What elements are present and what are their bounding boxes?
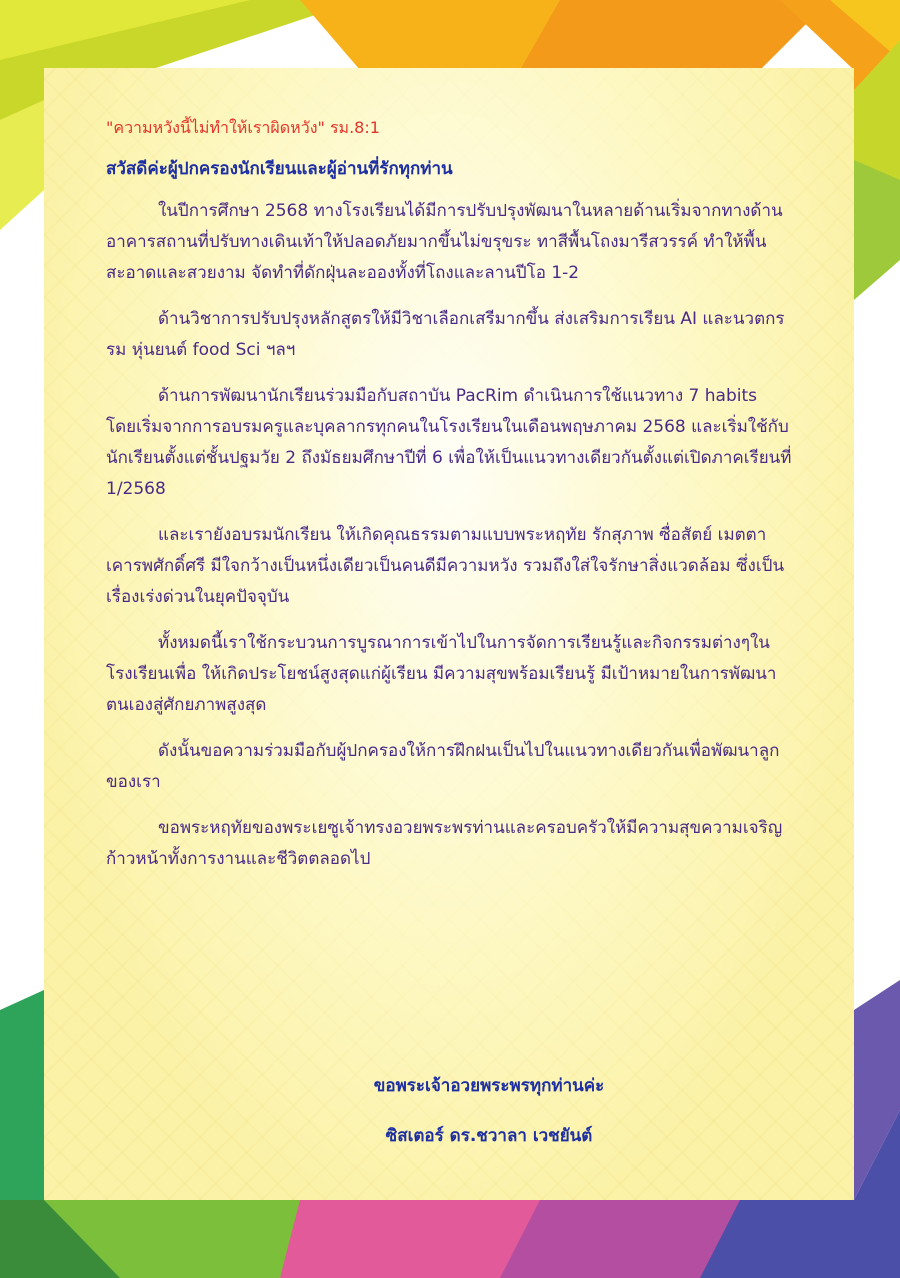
paragraph-student-development: ด้านการพัฒนานักเรียนร่วมมือกับสถาบัน PacRim ดำเนินการใช้แนวทาง 7 habits โดยเริ่มจากการอบรมครูและบุคลากรทุกคนในโรงเรียนในเดือนพฤษภาคม 2568 และเริ่มใช้กับนักเรียนตั้งแต่ชั้นปฐมวัย 2 ถึงมัธยมศึกษาปีที่ 6 เพื่อให้เป็นแนวทางเดียวกันตั้งแต่เปิดภาคเรียนที่ 1/2568 bbox=[106, 386, 792, 499]
greeting: สวัสดีค่ะผู้ปกครองนักเรียนและผู้อ่านที่รักทุกท่าน bbox=[106, 159, 453, 179]
paragraph-integration: ทั้งหมดนี้เราใช้กระบวนการบูรณาการเข้าไปในการจัดการเรียนรู้และกิจกรรมต่างๆในโรงเรียนเพื่อ ให้เกิดประโยชน์สูงสุดแก่ผู้เรียน มีความสุขพร้อมเรียนรู้ มีเป้าหมายในการพัฒนาตนเองสู่ศักยภาพสูงสุด bbox=[106, 633, 777, 715]
letter-paper bbox=[44, 68, 854, 1200]
signature: ซิสเตอร์ ดร.ชวาลา เวชยันต์ bbox=[385, 1126, 593, 1146]
paragraph-cooperation: ดังนั้นขอความร่วมมือกับผู้ปกครองให้การฝึกฝนเป็นไปในแนวทางเดียวกันเพื่อพัฒนาลูกของเรา bbox=[106, 741, 780, 792]
paragraph-academics: ด้านวิชาการปรับปรุงหลักสูตรให้มีวิชาเลือกเสรีมากขึ้น ส่งเสริมการเรียน AI และนวตกรรม หุ่นยนต์ food Sci ฯลฯ bbox=[106, 309, 785, 360]
bible-verse: "ความหวังนี้ไม่ทำให้เราผิดหวัง" รม.8:1 bbox=[106, 118, 380, 137]
closing-line: ขอพระเจ้าอวยพระพรทุกท่านค่ะ bbox=[373, 1076, 605, 1096]
paragraph-blessing: ขอพระหฤทัยของพระเยซูเจ้าทรงอวยพระพรท่านและครอบครัวให้มีความสุขความเจริญก้าวหน้าทั้งการงานและชีวิตตลอดไป bbox=[106, 818, 783, 869]
paragraph-virtues: และเรายังอบรมนักเรียน ให้เกิดคุณธรรมตามแบบพระหฤทัย รักสุภาพ ซื่อสัตย์ เมตตาเคารพศักดิ์ศรี มีใจกว้างเป็นหนึ่งเดียวเป็นคนดีมีความหวัง รวมถึงใส่ใจรักษาสิ่งแวดล้อม ซึ่งเป็นเรื่องเร่งด่วนในยุคปัจจุบัน bbox=[106, 525, 785, 607]
paragraph-facilities: ในปีการศึกษา 2568 ทางโรงเรียนได้มีการปรับปรุงพัฒนาในหลายด้านเริ่มจากทางด้านอาคารสถานที่ปรับทางเดินเท้าให้ปลอดภัยมากขึ้นไม่ขรุขระ ทาสีพื้นโถงมารีสวรรค์ ทำให้พื้นสะอาดและสวยงาม จัดทำที่ดักฝุ่นละอองทั้งที่โถงและลานปีโอ 1-2 bbox=[106, 201, 783, 283]
